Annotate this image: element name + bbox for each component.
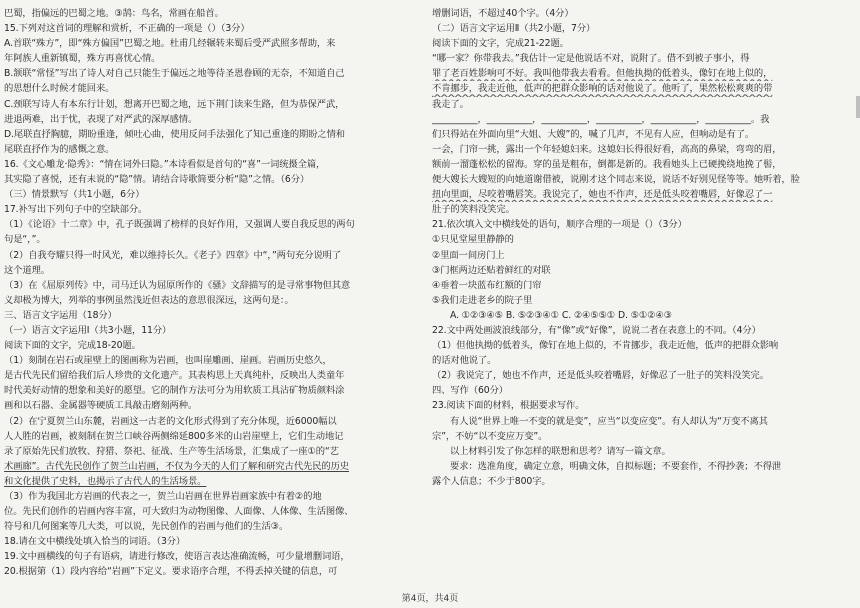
text-line: 义却极为博大，列举的事例虽然浅近但表达的意思很深远，这两句是：。: [4, 294, 294, 306]
choice-line: ⑤我们走进老乡的院子里: [432, 294, 533, 306]
passage-line: 画和以石器、金属器等硬质工具敲击磨刻两种。: [4, 400, 198, 412]
question-23: 23.阅读下面的材料，根据要求写作。: [432, 400, 585, 412]
section-heading: 三、语言文字运用（18分）: [4, 309, 117, 321]
answer-options: A. ①②③④⑤ B. ⑤②③④① C. ②④⑤⑤① D. ⑤①②④③: [450, 309, 672, 321]
wavy-underlined-line: 扭向里面，尽咬着嘴唇笑。我说完了，她也不作声，还是低头咬着嘴唇，好像忍了一: [432, 189, 773, 201]
wavy-underlined-line: 罪了老百姓影响可不好。我叫他带我去看看。但他执拗的低着头，像钉在地上似的，: [432, 68, 773, 80]
text-line: （2）自我夸耀只得一时风光，难以维持长久。《老子》四章》中“，”两句充分说明了: [4, 249, 342, 261]
material-line: 有人说“世界上唯一不变的就是变”，应当“以变应变”。有人却认为“万变不离其: [450, 415, 768, 427]
question-20: 20.根据第（1）段内容给“岩画”下定义。要求语序合理，不得丢掉关键的信息，可: [4, 566, 338, 578]
question-22: 22.文中两处画波浪线部分，有“像”或“好像”，说说二者在表意上的不同。（4分）: [432, 324, 761, 336]
text-line: 阅读下面的文字，完成21-22题。: [432, 38, 569, 50]
question-16: 16.《文心雕龙·隐秀》：“情在词外曰隐。”本诗看似是首句的“喜”一词统摄全篇，: [4, 158, 326, 170]
question-15: 15.下列对这首词的理解和赏析，不正确的一项是（）（3分）: [4, 23, 250, 35]
text-line: 的思想什么时候才能回来。: [4, 83, 115, 95]
text-line: 尾联直抒作为的感慨之意。: [4, 143, 115, 155]
underlined-sentence: 和文化提供了史料，也揭示了古代人的生活场景。: [4, 475, 207, 487]
choice-line: ③门框两边还贴着鲜红的对联: [432, 264, 551, 276]
text-line: 的话对他说了。: [432, 355, 497, 367]
text-line: （1）《论语》十二章》中，孔子既强调了榜样的良好作用，又强调人要自我反思的两句: [4, 219, 355, 231]
passage-line: 时代美好动情的想象和美好的愿望。它的制作方法可分为用软质工具沾矿物质颜料涂: [4, 385, 345, 397]
choice-line: ②里面一间房门上: [432, 249, 505, 261]
passage-line: 符号和几何图案等几大类，可以说，先民创作的岩画与他们的生活③。: [4, 521, 289, 533]
page-footer: 第4页，共4页: [401, 594, 459, 604]
passage-line: 肚子的笑料没笑完。: [432, 204, 515, 216]
passage-line: 位。先民们创作的岩画内容丰富，可大致归为动物图像、人面像、人体像、生活图像、: [4, 506, 354, 518]
question-19: 19.文中画横线的句子有语病，请进行修改，使语言表达准确流畅，可少量增删词语，: [4, 551, 350, 563]
choice-line: ①只见堂屋里静静的: [432, 234, 514, 246]
passage-line: 们只得站在外面向里“大姐、大嫂”的，喊了几声，不见有人应，但响动是有了。: [432, 128, 755, 140]
underlined-sentence: 术画廊”。古代先民创作了贺兰山岩画，不仅为今天的人们了解和研究古代先民的历史: [4, 460, 350, 472]
scan-edge-mark: [856, 96, 860, 118]
text-line: 其实隐了喜悦，还有未说的“隐”情。请结合诗歌简要分析“隐”之情。（6分）: [4, 174, 310, 186]
left-column: [4, 6, 419, 580]
question-18: 18.请在文中横线处填入恰当的词语。（3分）: [4, 536, 186, 548]
text-line: 句是“，”。: [4, 234, 46, 246]
material-line: 宗”，不妨“以不变应万变”。: [432, 430, 548, 442]
question-21: 21.依次填入文中横线处的语句，顺序合理的一项是（）（3分）: [432, 219, 687, 231]
section-heading: （一）语言文字运用Ⅰ（共3小题，11分）: [4, 324, 172, 336]
section-heading: （二）语言文字运用Ⅱ（共2小题，7分）: [432, 23, 596, 35]
material-line: 以上材料引发了你怎样的联想和思考？请写一篇文章。: [450, 445, 671, 457]
choice-line: ④垂着一块蓝布红额的门帘: [432, 279, 542, 291]
text-line: 这个道理。: [4, 264, 50, 276]
text-line: （3）在《屈原列传》中，司马迁认为屈原所作的《骚》文辞描写的是寻常事物但其意: [4, 279, 351, 291]
passage-line: 人人胜的岩画，被刻制在贺兰口峡谷两侧绵延800多米的山岩崖壁上，它们生动地记: [4, 430, 344, 442]
option-b: B.颔联“常怪”写出了诗人对自己只能生于偏远之地等待圣恩眷顾的无奈，不知道自己: [4, 68, 345, 80]
option-c: C.颈联写诗人有本东行计划，想离开巴蜀之地，远下荆门读来生路，但为恭保严武，: [4, 98, 345, 110]
question-17: 17.补写出下列句子中的空缺部分。: [4, 204, 148, 216]
passage-line: 一会，门帘一挑，露出一个年轻媳妇来。这媳妇长得很好看，高高的鼻梁，弯弯的眉，: [432, 143, 782, 155]
passage-line: （3）作为我国北方岩画的代表之一，贺兰山岩画在世界岩画家族中有着②的地: [4, 491, 322, 502]
passage-line: 便大嫂长大嫂短的向她道谢借被，说刚才这个同志来说，说话不好别见怪等等。她听着，脸: [432, 174, 800, 186]
requirements-line: 露个人信息；不少于800字。: [432, 475, 551, 487]
text-line: 巴蜀，指偏远的巴蜀之地。③鹄：鸟名，常画在船首。: [4, 8, 224, 19]
option-d: D.尾联直抒胸臆，期盼重逢，倾吐心曲，使用反问手法强化了知己重逢的期盼之情和: [4, 128, 346, 140]
text-line: （2）我说完了，她也不作声，还是低头咬着嘴唇，好像忍了一肚子的笑料没笑完。: [432, 370, 769, 382]
passage-line: 是古代先民们留给我们后人珍贵的文化遗产。其表构思上天真纯朴，反映出人类童年: [4, 370, 345, 382]
passage-line: “哪一家？你带我去。”我估计一定是他说话不对，说附了。借不到被子事小，得: [432, 53, 750, 65]
passage-line: （2）在宁夏贺兰山东麓，岩画这一古老的文化形式得到了充分体现，近6000幅以: [4, 415, 337, 427]
passage-line: 我走了。: [432, 98, 469, 110]
right-column: [432, 6, 850, 489]
section-heading: （三）情景默写（共1小题，6分）: [4, 189, 145, 201]
wavy-underlined-line: 不肯挪步，我走近他，低声的把群众影响的话对他说了。他听了，果然松松爽爽的带: [432, 83, 773, 95]
text-line: 年阿族人重新镇蜀，殊方再喜忧心情。: [4, 53, 161, 65]
text-line: （1）但他执拗的低着头，像钉在地上似的，不肯挪步，我走近他，低声的把群众影响: [432, 340, 779, 352]
option-a: A.首联“殊方”，即“殊方偏国”巴蜀之地。杜甫几经辗转来蜀后受严武照多帮助，来: [4, 38, 336, 50]
requirements-line: 要求：选准角度，确定立意，明确文体，自拟标题；不要套作，不得抄袭；不得泄: [450, 460, 782, 472]
text-line: 进退两难，出于忧，表现了对严武的深厚感情。: [4, 113, 198, 125]
passage-line: 额前一溜蓬松松的留海。穿的虽是粗布，倒都是新的。我看她头上已硬挽绕地挽了髻，: [432, 158, 782, 170]
text-line: 增删词语，不超过40个字。（4分）: [432, 8, 574, 19]
section-heading: 四、写作（60分）: [432, 385, 509, 397]
blank-line: __________，__________，__________，__________，__________，__________。我: [432, 113, 770, 125]
text-line: 阅读下面的文字，完成18-20题。: [4, 340, 141, 352]
passage-line: 录了原始先民们放牧、狩猎、祭祀、征战、生产等生活场景，汇集成了一座①的“艺: [4, 445, 339, 457]
passage-line: （1）刻制在岩石或崖壁上的图画称为岩画，也叫崖雕画、崖画。岩画历史悠久，: [4, 355, 332, 367]
